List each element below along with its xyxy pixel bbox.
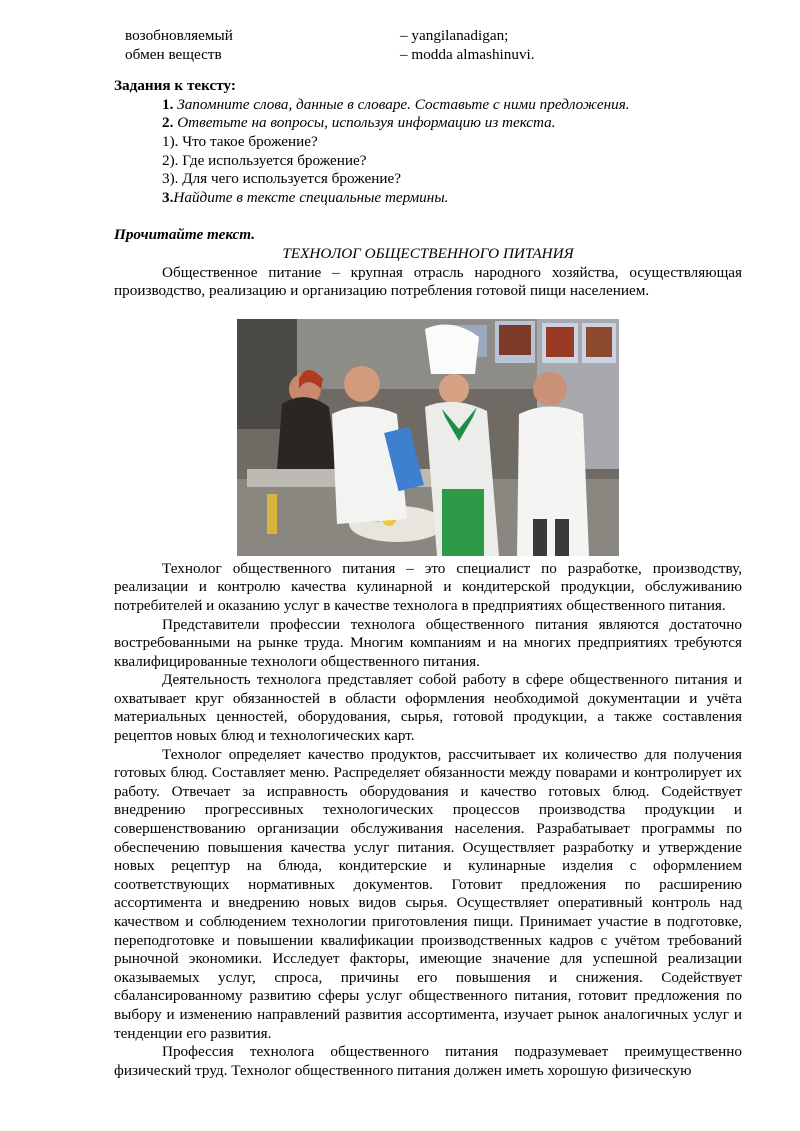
paragraph: Представители профессии технолога общественного питания являются достаточно востребованными на рынке труда. Многим компаниям и на многих предприятиях требуются квалифицированные технологи общественного питания.: [114, 615, 742, 670]
vocab-row: [114, 46, 742, 65]
vocab-term-ru: возобновляемый: [125, 27, 233, 44]
photo-container: [114, 319, 742, 556]
task-2-text: Ответьте на вопросы, используя информацию из текста.: [177, 114, 556, 132]
vocab-term-uz: – modda almashinuvi.: [400, 45, 535, 63]
question-2: 2). Где используется брожение?: [162, 151, 367, 169]
document-page: [114, 27, 742, 1080]
task-3: [114, 189, 742, 208]
reading-instruction: Прочитайте текст.: [114, 226, 256, 244]
paragraph: Деятельность технолога представляет собой работу в сфере общественного питания и охватывает круг обязанностей в области оформления необходимой документации и учёта материальных ценностей, оборудования, сырья, готовой продукции, а также составления рецептов новых блюд и технологических карт.: [114, 671, 742, 745]
task-1-number: 1.: [162, 95, 174, 113]
text-title: ТЕХНОЛОГ ОБЩЕСТВЕННОГО ПИТАНИЯ: [282, 244, 574, 262]
question-3: 3). Для чего используется брожение?: [162, 170, 401, 188]
chefs-kitchen-photo: [237, 319, 619, 556]
tasks-heading: Задания к тексту:: [114, 77, 236, 95]
vocab-row: [114, 27, 742, 46]
task-2: [114, 114, 742, 133]
task-2-number: 2.: [162, 114, 174, 132]
paragraph: Технолог общественного питания – это специалист по разработке, производству, реализации и контролю качества кулинарной и кондитерской продукции, обслуживанию потребителей и оказанию услуг в качестве технолога в предприятиях общественного питания.: [114, 559, 742, 614]
paragraph: Технолог определяет качество продуктов, рассчитывает их количество для получения готовых блюд. Составляет меню. Распределяет обязанности между поварами и контролирует их работу. Отвечает за исправность оборудования и качество готовых блюд. Содействует внедрению прогрессивных технологических процессов производства продукции и совершенствованию организации обслуживания населения. Разрабатывает программы по обеспечению повышения качества услуг питания. Осуществляет разработку и утверждение новых рецептур на блюда, кондитерские и кулинарные изделия с оформлением соответствующих нормативных документов. Готовит предложения по расширению ассортимента и внедрению новых видов сырья. Осуществляет оперативный контроль над качеством и соблюдением технологии приготовления пищи. Принимает участие в подготовке, переподготовке и повышении квалификации производственных кадров с учётом требований рыночной экономики. Исследует факторы, имеющие значение для успешной реализации оказываемых услуг, спроса, причины его повышения и снижения. Содействует сбалансированному развитию сферы услуг общественного питания, готовит предложения по выбору и изменению направлений развития ассортимента, изучает рынок аналогичных услуг и тенденции его развития.: [114, 745, 742, 1042]
task-3-text: Найдите в тексте специальные термины.: [173, 188, 449, 206]
vocab-term-uz: – yangilanadigan;: [400, 27, 509, 44]
task-1-text: Запомните слова, данные в словаре. Составьте с ними предложения.: [177, 95, 630, 113]
task-3-number: 3.: [162, 188, 174, 206]
paragraph: Профессия технолога общественного питания подразумевает преимущественно физический труд. Технолог общественного питания должен иметь хорошую физическую: [114, 1043, 742, 1079]
vocab-term-ru: обмен веществ: [125, 45, 222, 63]
task-1: [114, 96, 742, 115]
question-1: 1). Что такое брожение?: [162, 132, 318, 150]
paragraph: Общественное питание – крупная отрасль народного хозяйства, осуществляющая производство, реализацию и организацию потребления готовой пищи населением.: [114, 263, 742, 300]
